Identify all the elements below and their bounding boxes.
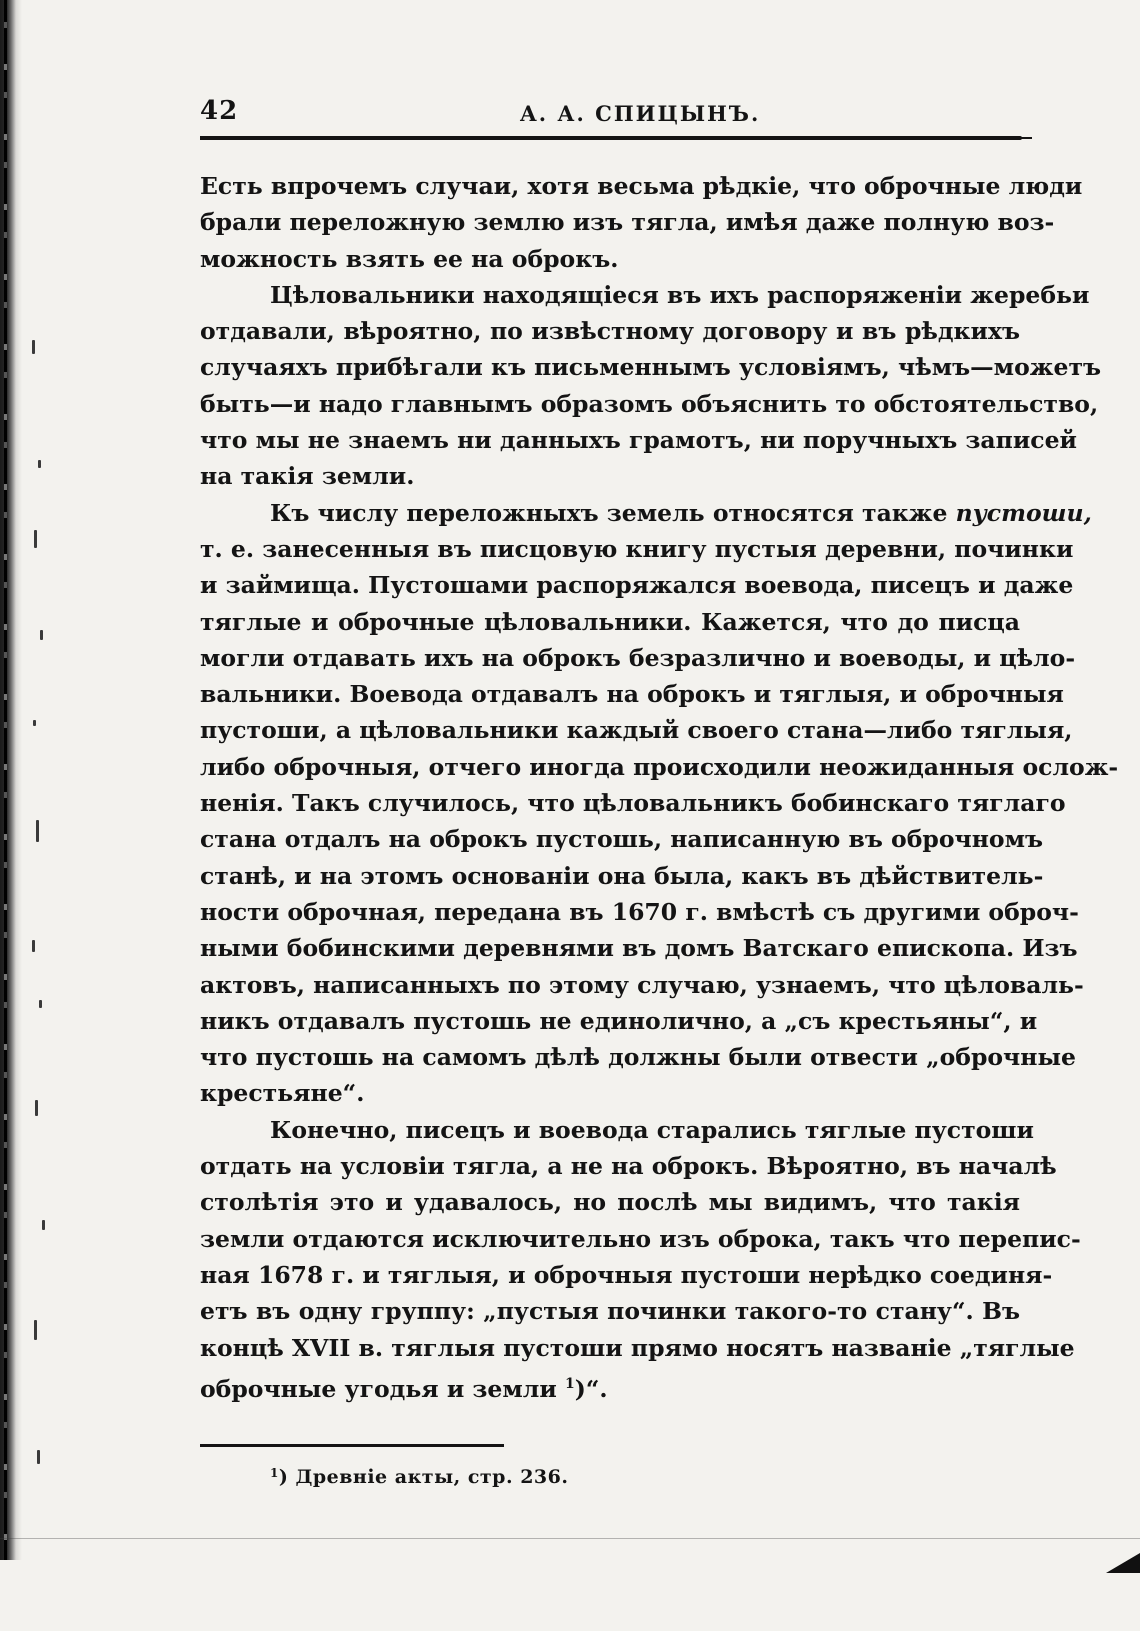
text-line: отдать на условіи тягла, а не на оброкъ. Вѣроятно, въ началѣ bbox=[200, 1152, 1057, 1181]
text-line: быть—и надо главнымъ образомъ объяснить то обстоятельство, bbox=[200, 389, 1099, 418]
header-rule bbox=[200, 136, 1022, 140]
text-line: Цѣловальники находящіеся въ ихъ распоряженіи жеребьи bbox=[270, 280, 1090, 309]
text-line-with-italic bbox=[200, 495, 1092, 531]
footnote-ref: 1 bbox=[564, 1375, 575, 1392]
text-line-with-footnote-ref bbox=[200, 1366, 1020, 1402]
text-line: вальники. Воевода отдавалъ на оброкъ и тяглыя, и оброчныя bbox=[200, 680, 1064, 709]
running-head: А. А. СПИЦЫНЪ. bbox=[519, 101, 761, 126]
text-line: земли отдаются исключительно изъ оброка, такъ что перепис- bbox=[200, 1224, 1081, 1253]
text-line: столѣтія это и удавалось, но послѣ мы видимъ, что такія bbox=[200, 1188, 1020, 1217]
text-line: могли отдавать ихъ на оброкъ безразлично и воеводы, и цѣло- bbox=[200, 643, 1076, 672]
page-bottom-edge bbox=[0, 1538, 1140, 1539]
footnote bbox=[270, 1466, 568, 1488]
closing-quote: )“. bbox=[574, 1374, 608, 1403]
text-line: и займища. Пустошами распоряжался воевода, писецъ и даже bbox=[200, 571, 1074, 600]
text-line: что пустошь на самомъ дѣлѣ должны были отвести „оброчные bbox=[200, 1043, 1076, 1072]
footnote-rule bbox=[200, 1444, 504, 1447]
edge-specks bbox=[30, 300, 54, 1560]
text-line: ная 1678 г. и тяглыя, и оброчныя пустоши нерѣдко соединя- bbox=[200, 1260, 1053, 1289]
footnote-marker: 1 bbox=[270, 1466, 279, 1480]
text-line: крестьяне“. bbox=[200, 1079, 365, 1108]
italic-term: пустоши, bbox=[955, 498, 1092, 527]
text-line: стана отдалъ на оброкъ пустошь, написанную въ оброчномъ bbox=[200, 825, 1044, 854]
text-line: случаяхъ прибѣгали къ письменнымъ условіямъ, чѣмъ—можетъ bbox=[200, 353, 1102, 382]
text-line: актовъ, написанныхъ по этому случаю, узнаемъ, что цѣловаль- bbox=[200, 970, 1084, 999]
text-line: можность взять ее на оброкъ. bbox=[200, 244, 619, 273]
page-number: 42 bbox=[200, 96, 239, 126]
text-line-lead: оброчные угодья и земли bbox=[200, 1374, 557, 1403]
text-line: пустоши, а цѣловальники каждый своего стана—либо тяглыя, bbox=[200, 716, 1073, 745]
text-line: либо оброчныя, отчего иногда происходили неожиданныя ослож- bbox=[200, 752, 1119, 781]
text-line: никъ отдавалъ пустошь не единолично, а „съ крестьяны“, и bbox=[200, 1006, 1038, 1035]
binding-edge bbox=[0, 0, 22, 1560]
text-line: Конечно, писецъ и воевода старались тяглые пустоши bbox=[270, 1115, 1034, 1144]
text-line: Есть впрочемъ случаи, хотя весьма рѣдкіе, что оброчные люди bbox=[200, 172, 1083, 200]
text-line: етъ въ одну группу: „пустыя починки такого-то стану“. Въ bbox=[200, 1297, 1020, 1326]
text-line: ности оброчная, передана въ 1670 г. вмѣстѣ съ другими оброч- bbox=[200, 897, 1079, 926]
text-line: тяглые и оброчные цѣловальники. Кажется, что до писца bbox=[200, 607, 1020, 636]
text-line: отдавали, вѣроятно, по извѣстному договору и въ рѣдкихъ bbox=[200, 317, 1020, 346]
page-header bbox=[200, 96, 1056, 136]
text-line: на такія земли. bbox=[200, 462, 415, 491]
text-line: брали переложную землю изъ тягла, имѣя даже полную воз- bbox=[200, 208, 1055, 237]
text-line: т. е. занесенныя въ писцовую книгу пустыя деревни, починки bbox=[200, 534, 1074, 563]
text-line: станѣ, и на этомъ основаніи она была, какъ въ дѣйствитель- bbox=[200, 861, 1044, 890]
text-line: ненія. Такъ случилось, что цѣловальникъ бобинскаго тяглаго bbox=[200, 789, 1066, 818]
text-line: что мы не знаемъ ни данныхъ грамотъ, ни поручныхъ записей bbox=[200, 426, 1077, 455]
text-line: ными бобинскими деревнями въ домъ Ватскаго епископа. Изъ bbox=[200, 934, 1078, 963]
text-line: концѣ XVII в. тяглыя пустоши прямо носятъ названіе „тяглые bbox=[200, 1333, 1075, 1362]
body-text bbox=[200, 168, 1119, 1403]
text-line-lead: Къ числу переложныхъ земель относятся также bbox=[270, 498, 948, 527]
corner-mark bbox=[1106, 1553, 1140, 1573]
footnote-text: ) Древніе акты, стр. 236. bbox=[278, 1466, 569, 1488]
